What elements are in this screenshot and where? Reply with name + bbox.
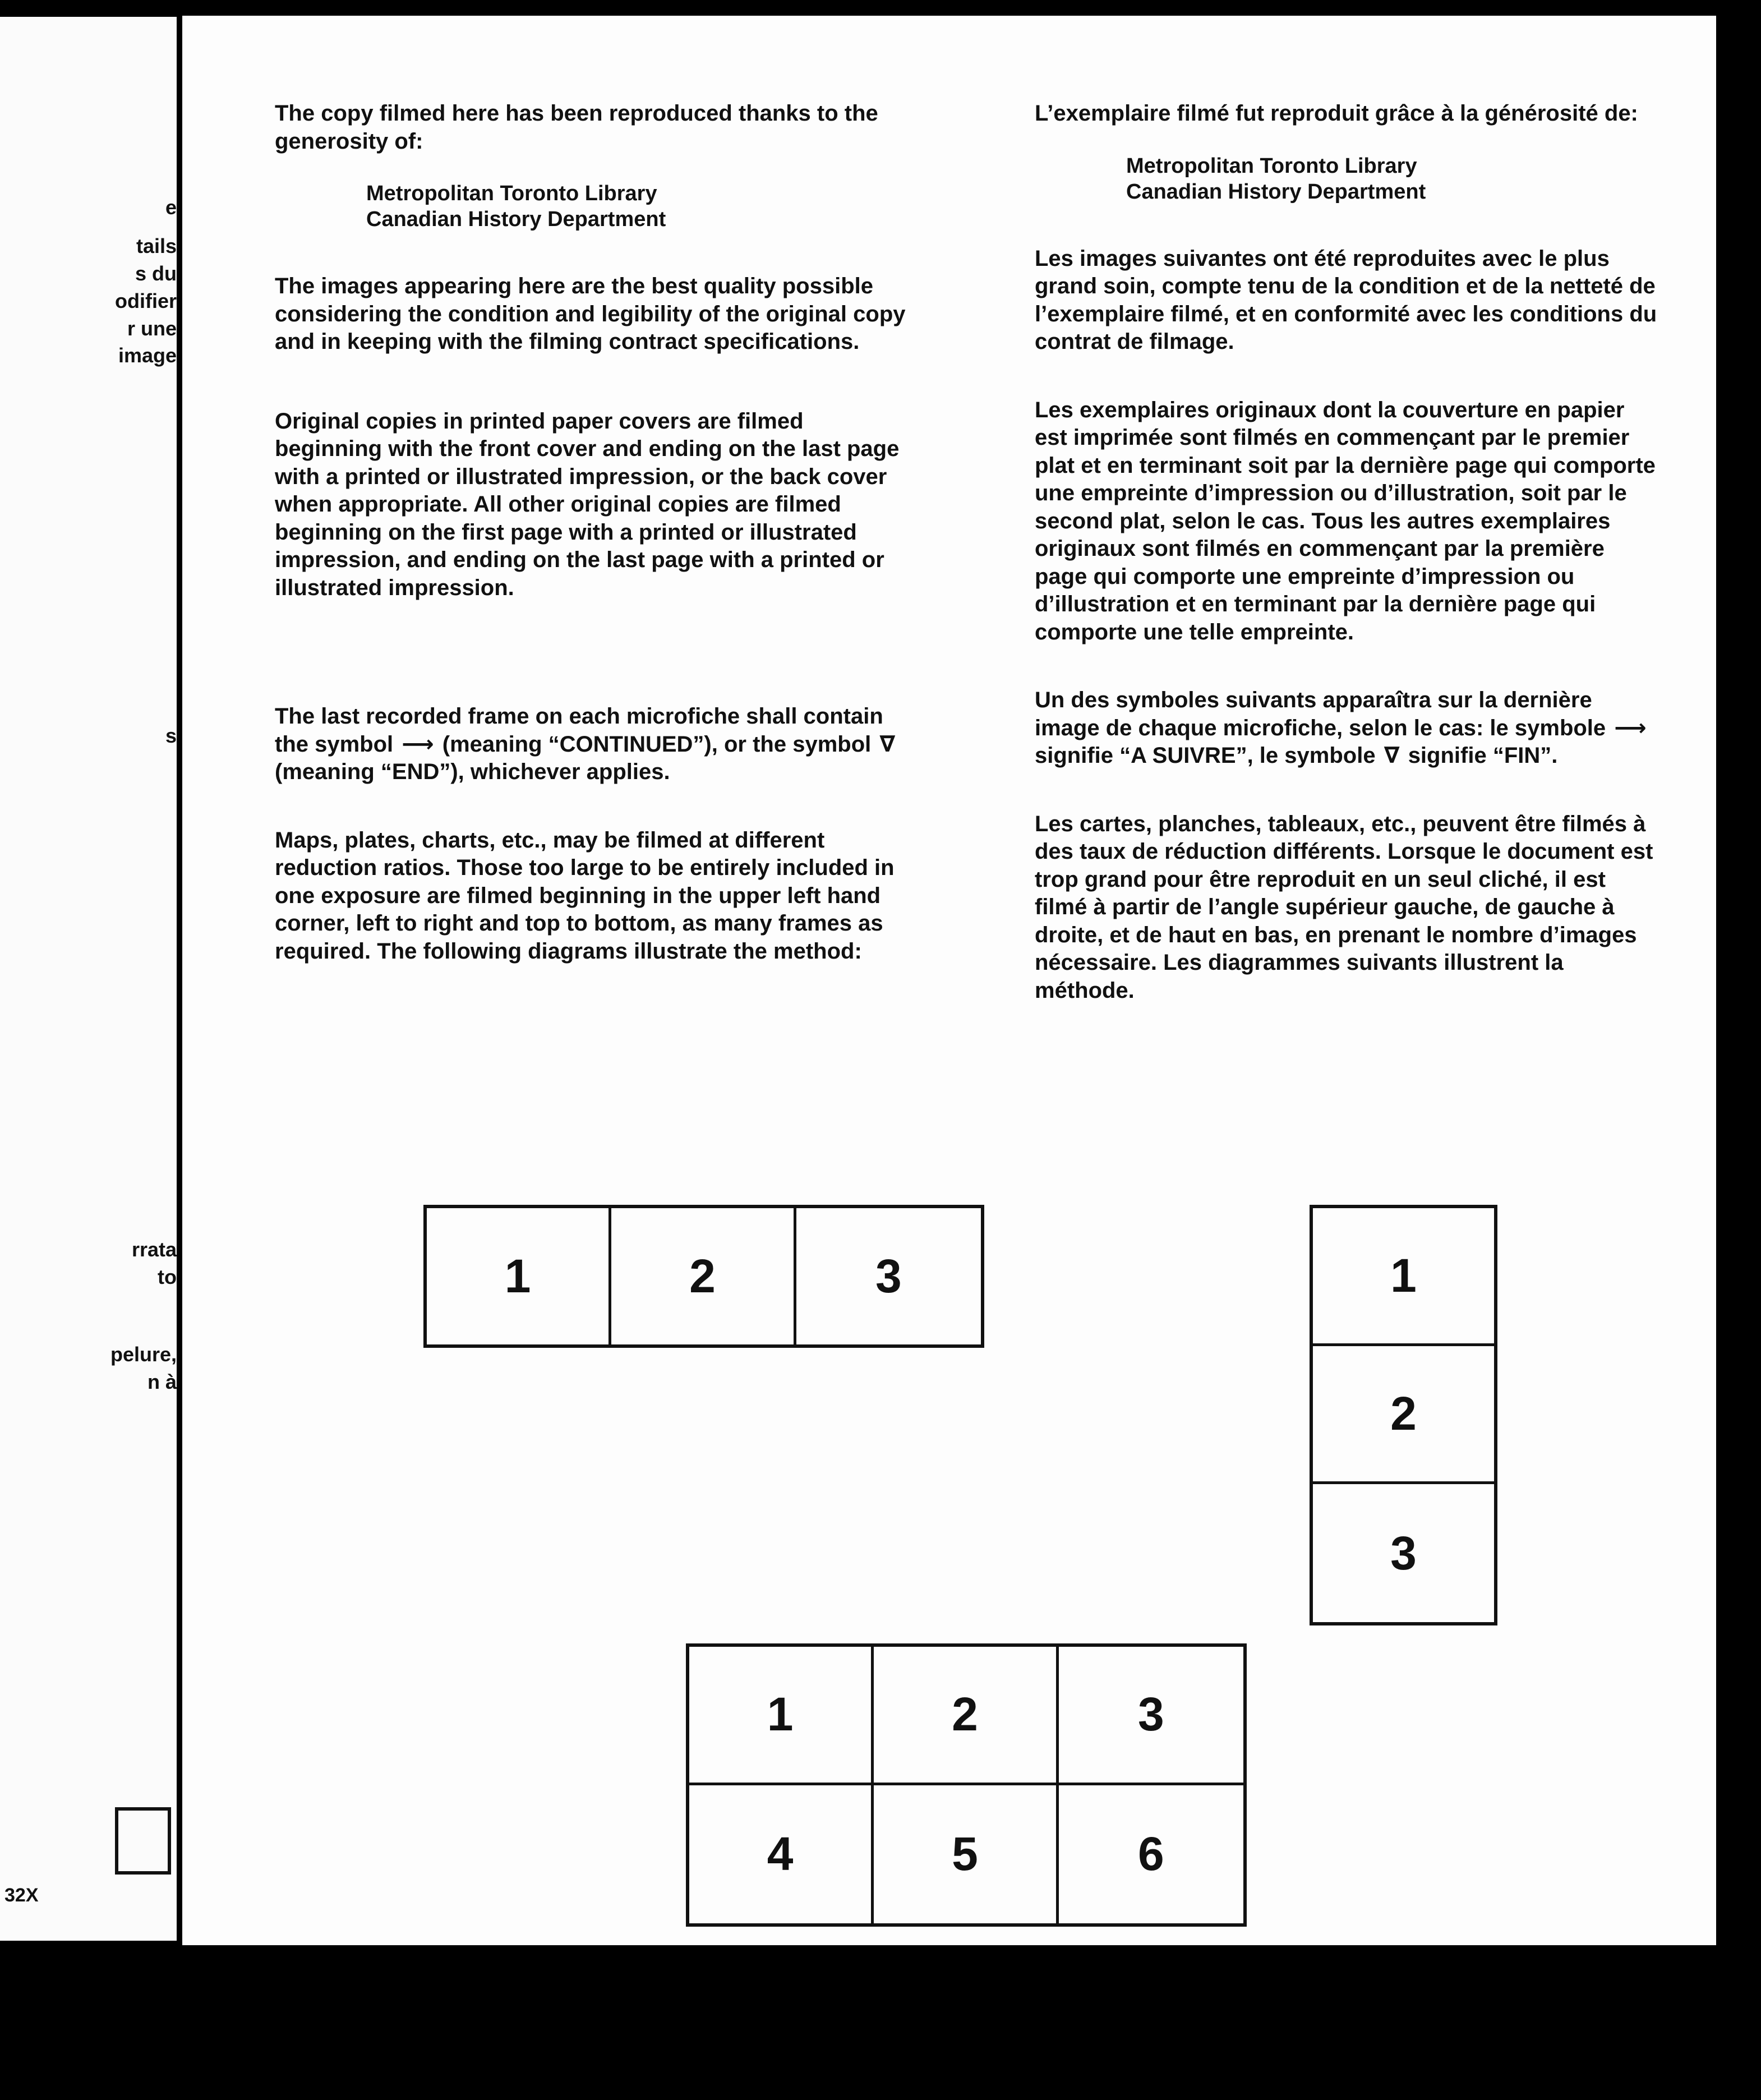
strip-fragment: odifier [114,289,177,312]
diagram-vertical-frames [1310,1205,1497,1625]
english-symbol-paragraph [275,703,909,786]
english-covers-paragraph: Original copies in printed paper covers are filmed beginning with the front cover and ending on the last page with a printed or illustrated impression, or the back cover when appropriate. All other original copies are filmed beginning on the first page with a printed or illustrated impression, and ending on the last page with a printed or illustrated impression. [275,408,900,600]
frame-cell: 2 [1313,1346,1494,1484]
strip-fragment: s [165,724,177,747]
english-quality-paragraph: The images appearing here are the best quality possible considering the condition and legibility of the original copy and in keeping with the filming contract specifications. [275,274,906,354]
french-heading: L’exemplaire filmé fut reproduit grâce à la générosité de: [1035,101,1638,126]
strip-fragment: s du [135,262,177,285]
reduction-label: 32X [4,1885,39,1906]
english-library-name: Metropolitan Toronto Library [366,182,657,205]
frame-cell: 2 [874,1647,1058,1785]
frame-cell: 4 [689,1785,874,1924]
diagram-grid-frames [686,1643,1247,1927]
strip-fragment: pelure, [110,1343,177,1366]
frame-cell: 2 [611,1208,796,1344]
frame-cell: 1 [1313,1208,1494,1346]
english-column [275,100,909,965]
strip-fragment: tails [136,234,177,257]
french-library-name: Metropolitan Toronto Library [1126,154,1417,178]
strip-fragment: image [118,344,177,367]
end-triangle-icon: ∇ [1384,743,1400,768]
frame-cell: 6 [1137,1827,1164,1881]
previous-page-strip [0,17,177,1941]
french-symbol-text-1: Un des symboles suivants apparaîtra sur la dernière image de chaque microfiche, selon le cas: le symbole [1035,688,1606,740]
strip-fragment: to [158,1265,177,1288]
french-symbol-text-3: signifie “FIN”. [1408,743,1558,768]
frame-cell: 1 [427,1208,611,1344]
french-symbol-text-2: signifie “A SUIVRE”, le symbole [1035,743,1376,768]
frame-cell: 5 [874,1785,1058,1924]
english-maps-paragraph: Maps, plates, charts, etc., may be filmed at different reduction ratios. Those too large to be entirely included in one exposure are filmed beginning in the upper left hand corner, left to right and top to bottom, as many frames as required. The following diagrams illustrate the method: [275,827,895,964]
reduction-box [115,1807,171,1875]
english-symbol-text-1: The last recorded frame on each microfiche shall contain the symbol [275,704,883,757]
french-maps-paragraph: Les cartes, planches, tableaux, etc., peuvent être filmés à des taux de réduction différents. Lorsque le document est trop grand pour être reproduit en un seul cliché, il est filmé à partir de l’angle supérieur gauche, de gauche à droite, et de haut en bas, en prenant le nombre d’images nécessaire. Les diagrammes suivants illustrent la méthode. [1035,811,1653,1003]
french-quality-paragraph: Les images suivantes ont été reproduites avec le plus grand soin, compte tenu de la condition et de la netteté de l’exemplaire filmé, et en conformité avec les conditions du contrat de filmage. [1035,246,1657,354]
french-column [1035,100,1657,1005]
frame-cell: 3 [1059,1647,1243,1785]
french-covers-paragraph: Les exemplaires originaux dont la couverture en papier est imprimée sont filmés en commençant par le premier plat et en terminant soit par la dernière page qui comporte une empreinte d’impression ou d’illustration, soit par le second plat, selon le cas. Tous les autres exemplaires originaux sont filmés en commençant par la première page qui comporte une empreinte d’impression ou d’illustration et en terminant par la dernière page qui comporte une telle empreinte. [1035,397,1656,644]
diagram-horizontal-frames [423,1205,984,1348]
english-symbol-text-3: (meaning “END”), whichever applies. [275,759,670,784]
strip-fragment: rrata [131,1238,177,1261]
frame-cell: 1 [689,1647,874,1785]
strip-fragment: n à [147,1370,177,1393]
english-library-department: Canadian History Department [366,208,666,231]
frame-cell: 3 [875,1250,902,1302]
strip-fragment: r une [127,317,177,340]
frame-cell: 3 [1390,1526,1417,1579]
continued-arrow-icon: ⟶ [402,731,434,757]
french-library-department: Canadian History Department [1126,179,1426,204]
english-heading: The copy filmed here has been reproduced thanks to the generosity of: [275,101,878,154]
filming-notice-page [182,16,1716,1945]
continued-arrow-icon: ⟶ [1614,715,1647,740]
french-symbol-paragraph [1035,687,1657,770]
end-triangle-icon: ∇ [879,731,896,757]
english-symbol-text-2: (meaning “CONTINUED”), or the symbol [442,731,872,757]
strip-fragment: e [165,196,177,219]
